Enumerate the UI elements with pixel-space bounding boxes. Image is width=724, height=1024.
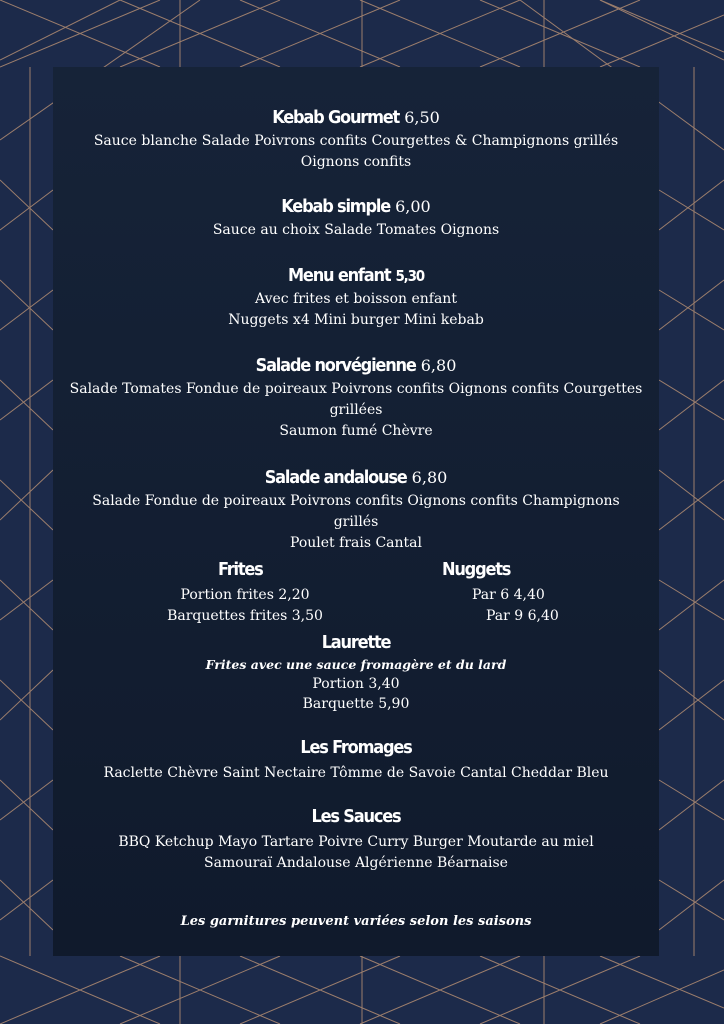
kebab-simple-ingredients: Sauce au choix Salade Tomates Oignons (212, 222, 500, 238)
frites-item: Portion frites 2,20 (180, 587, 310, 603)
kebab-gourmet-price: 6,50 (404, 108, 440, 127)
salade-norvegienne-extras: Saumon fumé Chèvre (279, 423, 433, 439)
kebab-gourmet-ingredients: Sauce blanche Salade Poivrons confits Courgettes & Champignons grillés (93, 133, 619, 149)
salade-andalouse-price: 6,80 (411, 468, 448, 487)
nuggets-item: Par 6 4,40 (472, 587, 545, 603)
menu-enfant-items: Nuggets x4 Mini burger Mini kebab (228, 312, 484, 328)
salade-andalouse-extras: Poulet frais Cantal (290, 535, 422, 551)
sauces-list-2: Samouraï Andalouse Algérienne Béarnaise (204, 855, 508, 871)
kebab-gourmet-ingredients-2: Oignons confits (300, 154, 412, 170)
salade-andalouse-ingredients: Salade Fondue de poireaux Poivrons confits Oignons confits Champignons (92, 493, 620, 509)
salade-andalouse-ingredients-2: grillés (333, 514, 379, 530)
menu-enfant-title: Menu enfant (288, 265, 391, 286)
salade-andalouse-title: Salade andalouse (264, 467, 407, 488)
menu-enfant-price: 5,30 (395, 267, 424, 285)
kebab-simple-title: Kebab simple (281, 196, 391, 217)
section-sauces (53, 806, 659, 874)
section-salade-norvegienne (53, 355, 659, 442)
frites-item: Barquettes frites 3,50 (167, 608, 323, 624)
footer-note: Les garnitures peuvent variées selon les saisons (180, 914, 532, 929)
laurette-item: Portion 3,40 (312, 676, 400, 692)
salade-norvegienne-ingredients-2: grillées (329, 402, 383, 418)
kebab-simple-price: 6,00 (395, 197, 431, 216)
laurette-title: Laurette (321, 632, 391, 653)
sauces-title: Les Sauces (311, 806, 401, 827)
fromages-list: Raclette Chèvre Saint Nectaire Tômme de Savoie Cantal Cheddar Bleu (103, 765, 609, 781)
laurette-description: Frites avec une sauce fromagère et du lard (205, 657, 507, 672)
section-fromages (53, 737, 659, 784)
laurette-item: Barquette 5,90 (302, 696, 410, 712)
menu-enfant-description: Avec frites et boisson enfant (255, 291, 457, 307)
section-nuggets (430, 559, 590, 627)
fromages-title: Les Fromages (300, 737, 412, 758)
section-frites (150, 559, 340, 627)
section-menu-enfant (53, 265, 659, 331)
salade-norvegienne-title: Salade norvégienne (255, 355, 416, 376)
salade-norvegienne-price: 6,80 (420, 356, 457, 375)
sauces-list: BBQ Ketchup Mayo Tartare Poivre Curry Burger Moutarde au miel (118, 834, 594, 850)
salade-norvegienne-ingredients: Salade Tomates Fondue de poireaux Poivrons confits Oignons confits Courgettes (69, 381, 643, 397)
section-kebab-simple (53, 196, 659, 241)
kebab-gourmet-title: Kebab Gourmet (272, 107, 400, 128)
frites-title: Frites (218, 559, 263, 580)
section-kebab-gourmet (53, 107, 659, 173)
nuggets-item: Par 9 6,40 (486, 608, 559, 624)
nuggets-title: Nuggets (442, 559, 511, 580)
section-laurette (53, 632, 659, 714)
section-salade-andalouse (53, 467, 659, 554)
